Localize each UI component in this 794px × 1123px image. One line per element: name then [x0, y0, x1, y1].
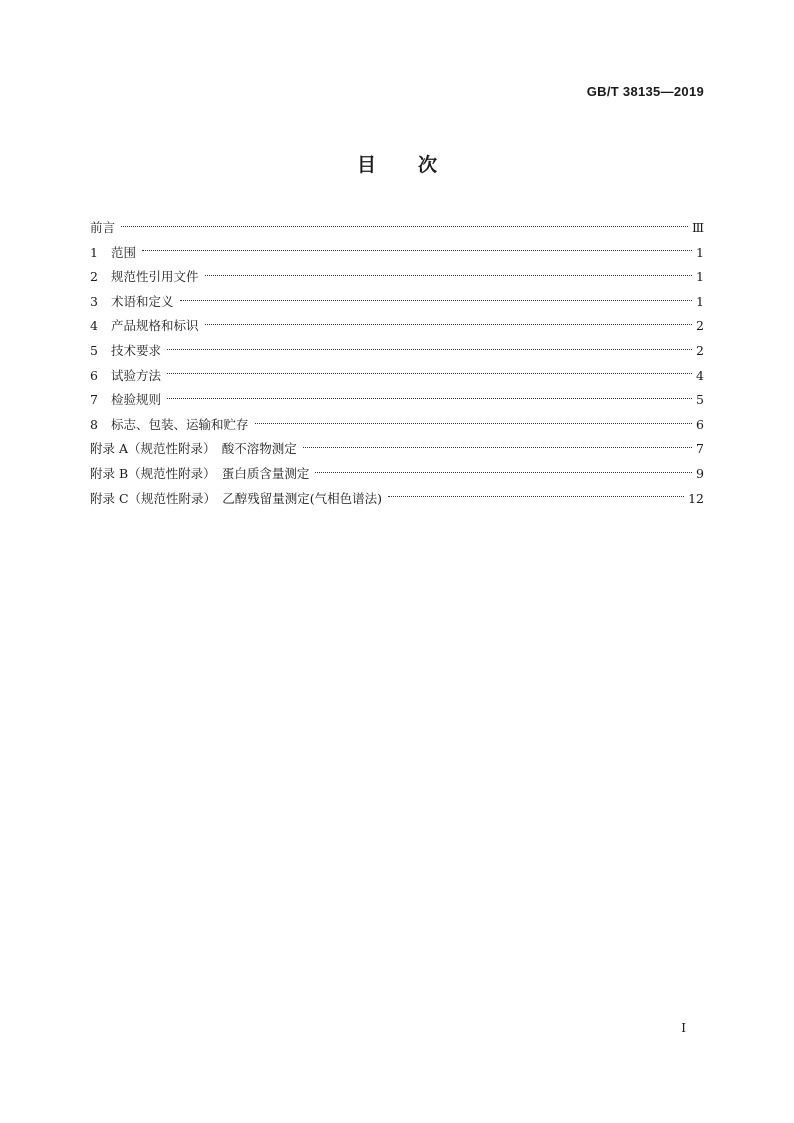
toc-leader-dots — [180, 300, 692, 301]
toc-entry-number: 8 — [90, 416, 98, 432]
toc-leader-dots — [142, 250, 692, 251]
toc-entry-page: 12 — [688, 490, 704, 506]
toc-entry-marking-packaging[interactable] — [90, 413, 704, 438]
toc-entry-page: 1 — [696, 244, 704, 260]
toc-entry-number: 5 — [90, 342, 98, 358]
toc-entry-title: 试验方法 — [111, 367, 162, 383]
toc-entry-title: 附录 C（规范性附录） 乙醇残留量测定(气相色谱法) — [90, 490, 383, 506]
toc-entry-page: 2 — [696, 342, 704, 358]
toc-entry-normative-references[interactable] — [90, 265, 704, 290]
toc-entry-product-specification[interactable] — [90, 314, 704, 339]
toc-leader-dots — [205, 324, 692, 325]
toc-leader-dots — [303, 447, 692, 448]
page-title: 目次 — [356, 154, 479, 176]
toc-leader-dots — [255, 423, 692, 424]
toc-entry-scope[interactable] — [90, 241, 704, 266]
toc-entry-page: 4 — [696, 367, 704, 383]
toc-entry-page: 1 — [696, 269, 704, 285]
toc-entry-page: 9 — [696, 465, 704, 481]
toc-leader-dots — [167, 373, 692, 374]
toc-entry-annex-c[interactable] — [90, 487, 704, 512]
toc-entry-number: 1 — [90, 244, 98, 260]
toc-entry-title: 产品规格和标识 — [111, 318, 199, 334]
toc-entry-page: 1 — [696, 293, 704, 309]
toc-entry-title: 前言 — [90, 220, 116, 235]
toc-leader-dots — [121, 226, 688, 227]
toc-entry-title: 标志、包装、运输和贮存 — [111, 416, 249, 432]
toc-entry-test-methods[interactable] — [90, 364, 704, 389]
toc-entry-terms-definitions[interactable] — [90, 290, 704, 315]
toc-entry-title: 附录 B（规范性附录） 蛋白质含量测定 — [90, 465, 310, 481]
toc-entry-title: 技术要求 — [111, 342, 162, 358]
toc-entry-title: 检验规则 — [111, 392, 162, 408]
toc-entry-page: 2 — [696, 318, 704, 334]
toc-entry-page: 6 — [696, 416, 704, 432]
toc-leader-dots — [205, 275, 692, 276]
toc-entry-foreword[interactable] — [90, 216, 704, 241]
toc-entry-number: 6 — [90, 367, 98, 383]
toc-entry-title: 附录 A（规范性附录） 酸不溶物测定 — [90, 441, 297, 457]
toc-entry-technical-requirements[interactable] — [90, 339, 704, 364]
toc-entry-page: Ⅲ — [691, 220, 704, 235]
toc-entry-page: 7 — [696, 441, 704, 457]
toc-entry-title: 规范性引用文件 — [111, 269, 199, 285]
page-number: I — [681, 1021, 686, 1035]
toc-entry-number: 3 — [90, 293, 98, 309]
toc-entry-inspection-rules[interactable] — [90, 388, 704, 413]
toc-entry-title: 范围 — [111, 244, 137, 260]
toc-entry-page: 5 — [696, 392, 704, 408]
toc-entry-number: 7 — [90, 392, 98, 408]
standard-code: GB/T 38135—2019 — [586, 84, 704, 99]
toc-leader-dots — [167, 349, 692, 350]
toc-leader-dots — [167, 398, 692, 399]
toc-entry-number: 4 — [90, 318, 98, 334]
toc-entry-title: 术语和定义 — [111, 293, 174, 309]
toc-entry-number: 2 — [90, 269, 98, 285]
toc-leader-dots — [315, 472, 692, 473]
toc-entry-annex-b[interactable] — [90, 462, 704, 487]
toc-entry-annex-a[interactable] — [90, 437, 704, 462]
table-of-contents — [90, 216, 704, 511]
toc-leader-dots — [388, 496, 684, 497]
